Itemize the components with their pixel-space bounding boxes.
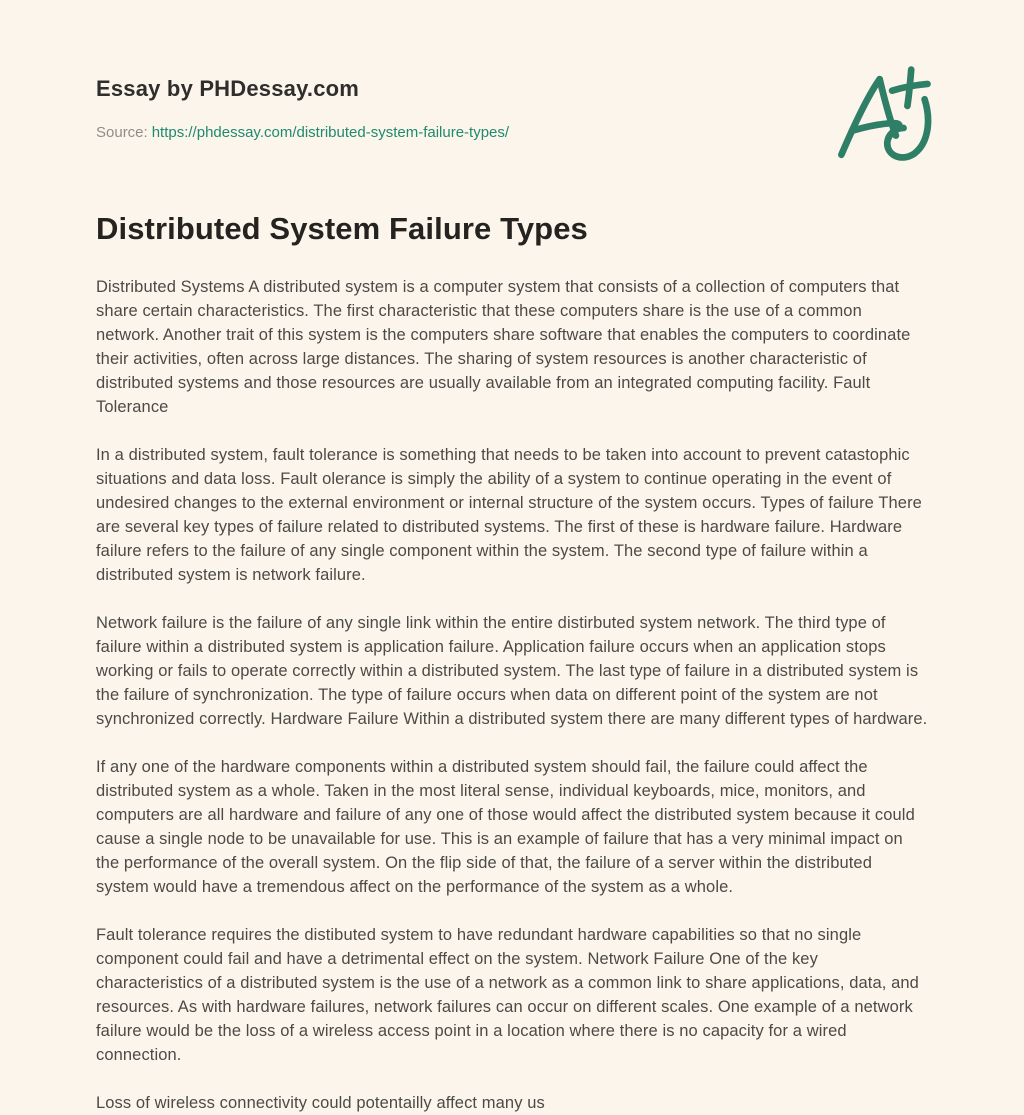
source-label: Source: [96, 124, 148, 141]
article-paragraph: Network failure is the failure of any single link within the entire distirbuted system network. The third type of failure within a distributed system is application failure. Application failure occurs when an application stops working or fails to operate correctly within a distributed system. The last type of failure in a distributed system is the failure of synchronization. The type of failure occurs when data on different point of the system are not synchronized correctly. Hardware Failure Within a distributed system there are many different types of hardware. [96, 614, 928, 728]
article-paragraph: Fault tolerance requires the distibuted system to have redundant hardware capabilities so that no single component could fail and have a detrimental effect on the system. Network Failure One of the key characteristics of a distributed system is the use of a network as a common link to share applications, data, and resources. As with hardware failures, network failures can occur on different scales. One example of a network failure would be the loss of a wireless access point in a location where there is no capacity for a wired connection. [96, 926, 919, 1064]
a-plus-logo-svg [828, 60, 938, 172]
essay-byline: Essay by PHDessay.com [96, 76, 360, 101]
article-paragraph: Distributed Systems A distributed system is a computer system that consists of a collection of computers that share certain characteristics. The first characteristic that these computers share is the use of a common network. Another trait of this system is the computers share software that enables the computers to coordinate their activities, often across large distances. The sharing of system resources is another characteristic of distributed systems and those resources are usually available from an integrated computing facility. Fault Tolerance [96, 278, 911, 416]
article-paragraph: In a distributed system, fault tolerance is something that needs to be taken into account to prevent catastophic situations and data loss. Fault olerance is simply the ability of a system to continue operating in the event of undesired changes to the external environment or internal structure of the system occurs. Types of failure There are several key types of failure related to distributed systems. The first of these is hardware failure. Hardware failure refers to the failure of any single component within the system. The second type of failure within a distributed system is network failure. [96, 446, 922, 584]
article-title: Distributed System Failure Types [96, 211, 588, 246]
article-body [96, 275, 928, 1115]
source-line [96, 124, 928, 141]
phdessay-a-plus-logo-icon [828, 60, 938, 172]
article-paragraph: Loss of wireless connectivity could potentailly affect many us [96, 1094, 545, 1112]
article-paragraph: If any one of the hardware components within a distributed system should fail, the failure could affect the distributed system as a whole. Taken in the most literal sense, individual keyboards, mice, monitors, and computers are all hardware and failure of any one of those would affect the distributed system because it could cause a single node to be unavailable for use. This is an example of failure that has a very minimal impact on the performance of the overall system. On the flip side of that, the failure of a server within the distributed system would have a tremendous affect on the performance of the system as a whole. [96, 758, 915, 896]
source-url-link[interactable]: https://phdessay.com/distributed-system-failure-types/ [151, 124, 510, 141]
